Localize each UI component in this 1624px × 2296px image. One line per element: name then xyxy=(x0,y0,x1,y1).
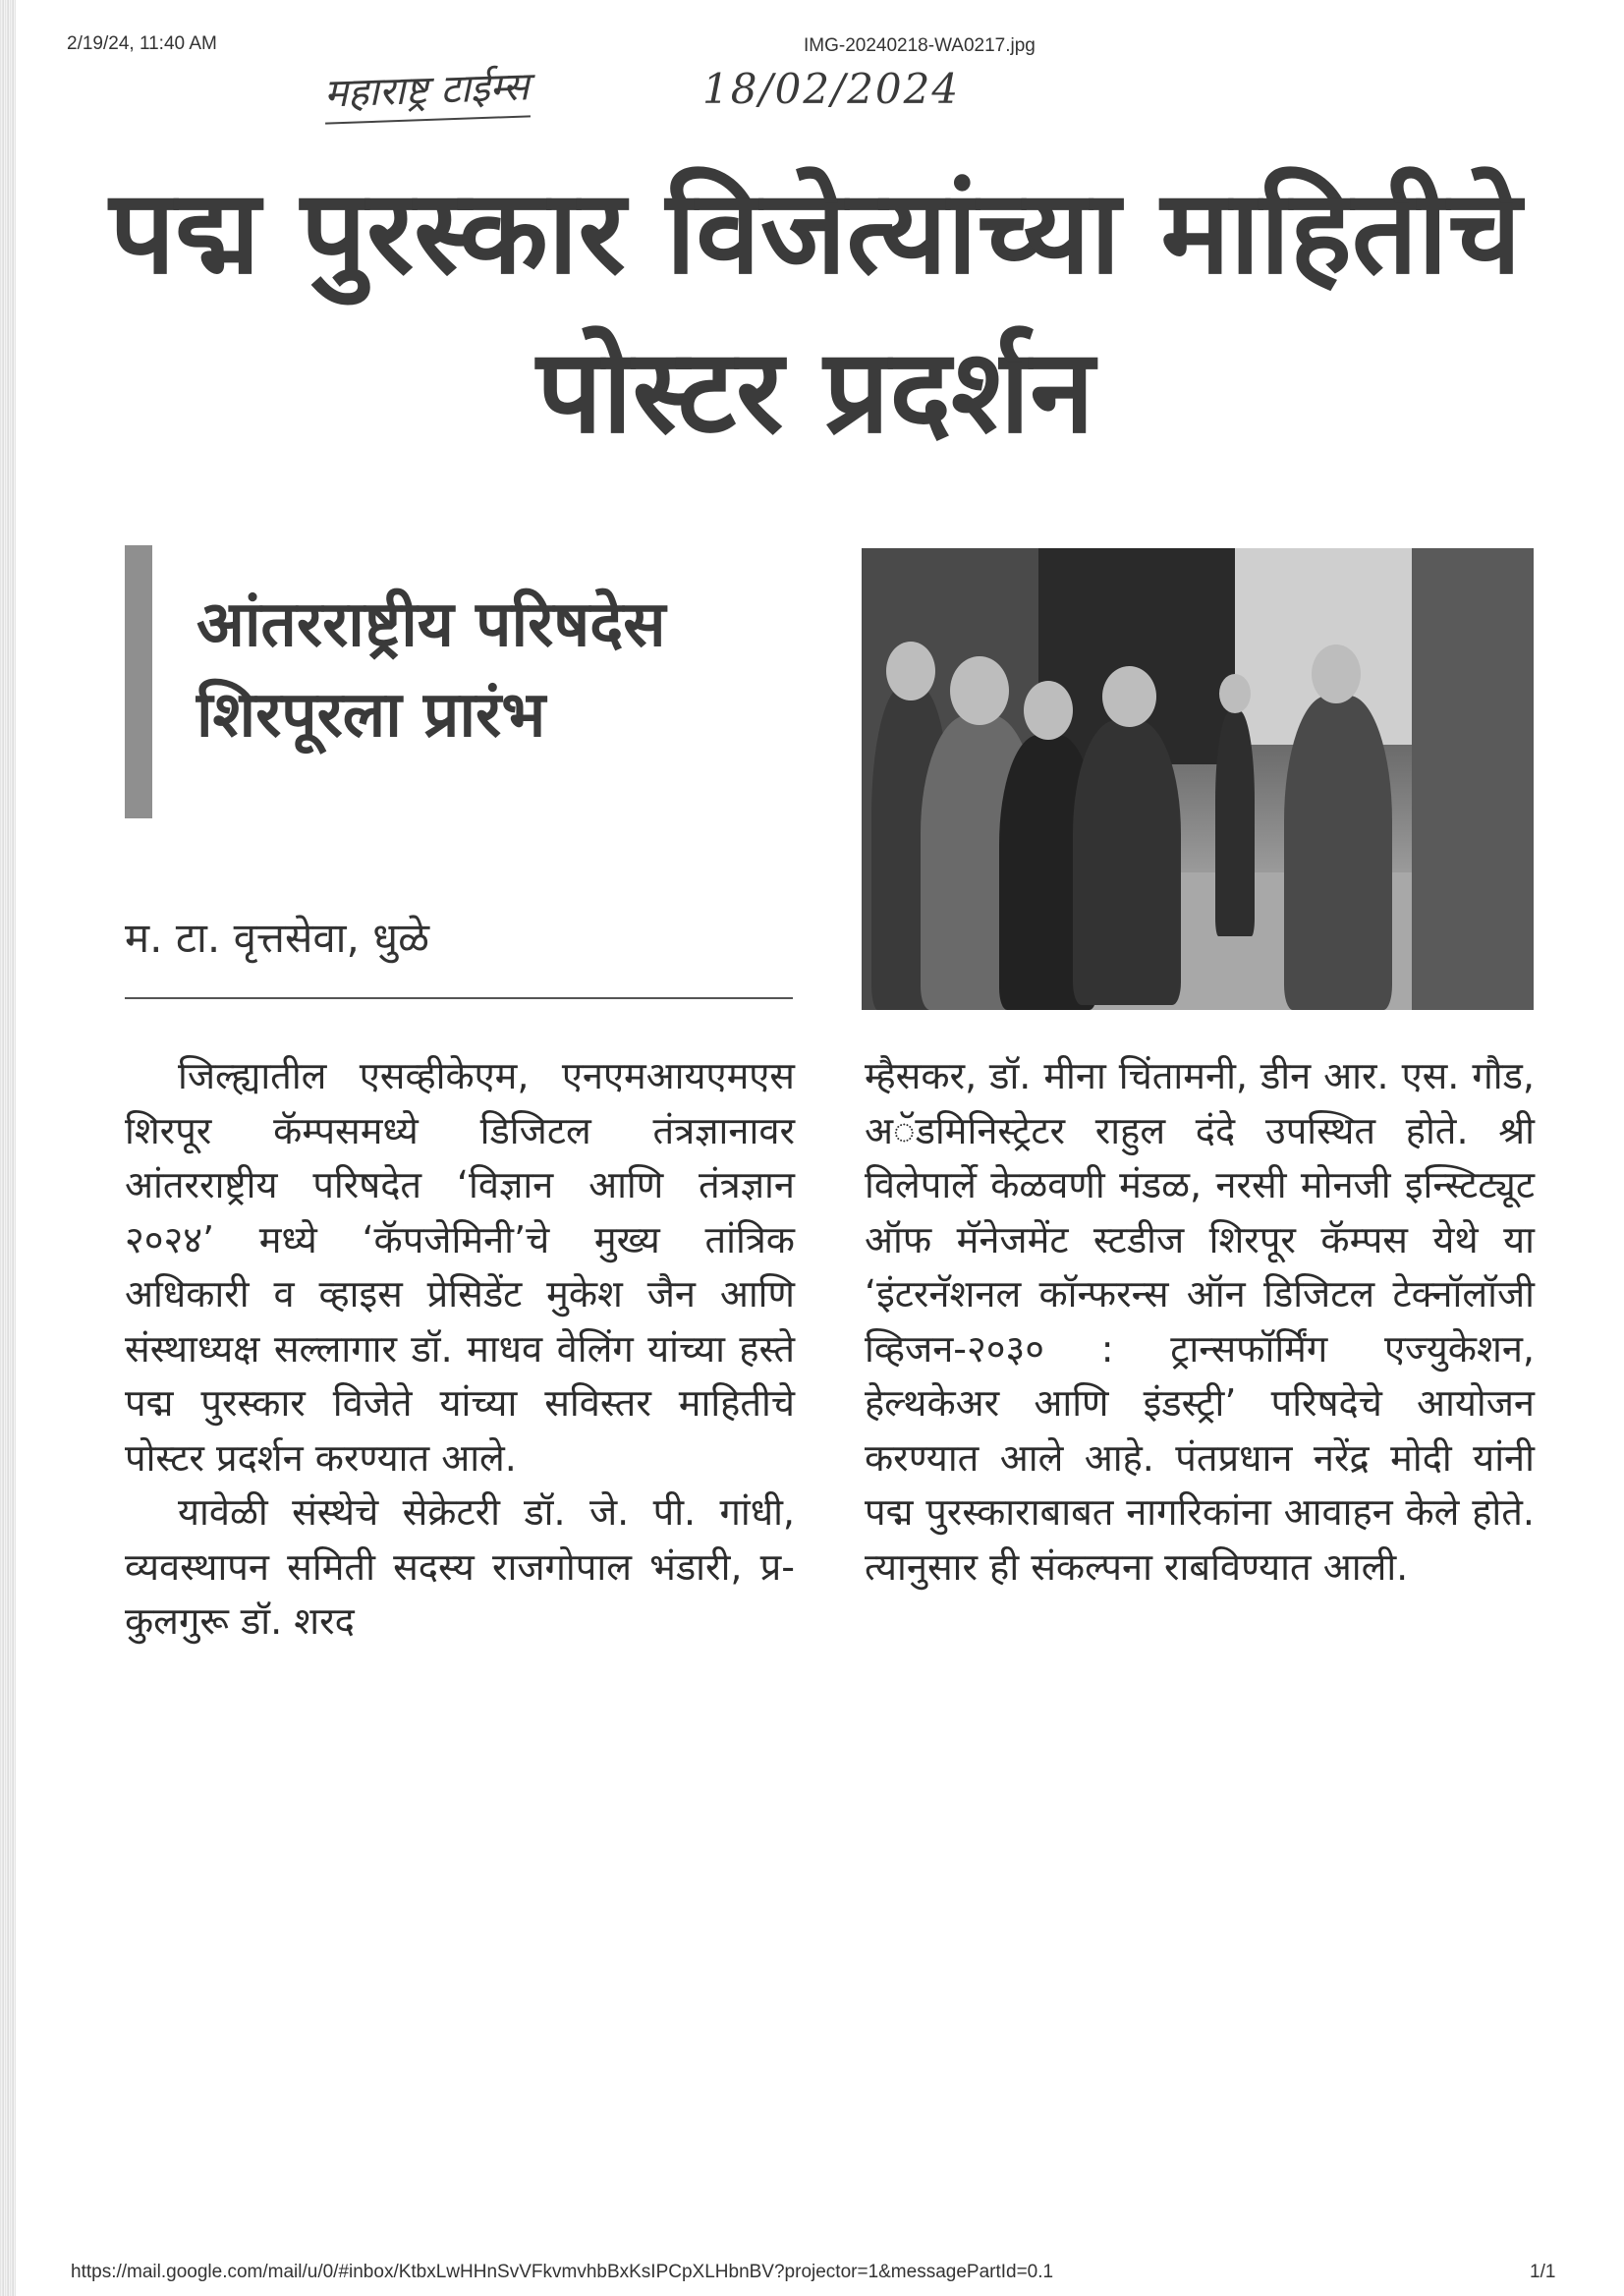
print-datetime: 2/19/24, 11:40 AM xyxy=(67,33,217,54)
article-paragraph: म्हैसकर, डॉ. मीना चिंतामनी, डीन आर. एस. गौड, अॅडमिनिस्ट्रेटर राहुल दंदे उपस्थित होते. श्री विलेपार्ले केळवणी मंडळ, नरसी मोनजी इन्स्टिट्यूट ऑफ मॅनेजमेंट स्टडीज शिरपूर कॅम्पस येथे या ‘इंटरनॅशनल कॉन्फरन्स ऑन डिजिटल टेक्नॉलॉजी व्हिजन-२०३० : ट्रान्सफॉर्मिंग एज्युकेशन, हेल्थकेअर आणि इंडस्ट्री’ परिषदेचे आयोजन करण्यात आले आहे. पंतप्रधान नरेंद्र मोदी यांनी पद्म पुरस्काराबाबत नागरिकांना आवाहन केले होते. त्यानुसार ही संकल्पना राबविण्यात आली. xyxy=(865,1054,1535,1589)
article-column-left xyxy=(125,1049,795,1650)
print-url: https://mail.google.com/mail/u/0/#inbox/KtbxLwHHnSvVFkvmvhbBxKsIPCpXLHbnBV?projector=1&messagePartId=0.1 xyxy=(71,2262,1054,2282)
article-paragraph: जिल्ह्यातील एसव्हीकेएम, एनएमआयएमएस शिरपूर कॅम्पसमध्ये डिजिटल तंत्रज्ञानावर आंतरराष्ट्रीय परिषदेत ‘विज्ञान आणि तंत्रज्ञान २०२४’ मध्ये ‘कॅपजेमिनी’चे मुख्य तांत्रिक अधिकारी व व्हाइस प्रेसिडेंट मुकेश जैन आणि संस्थाध्यक्ष सल्लागार डॉ. माधव वेलिंग यांच्या हस्ते पद्म पुरस्कार विजेते यांच्या सविस्तर माहितीचे पोस्टर प्रदर्शन करण्यात आले. xyxy=(125,1054,795,1480)
article-paragraph: यावेळी संस्थेचे सेक्रेटरी डॉ. जे. पी. गांधी, व्यवस्थापन समिती सदस्य राजगोपाल भंडारी, प्र-कुलगुरू डॉ. शरद xyxy=(125,1490,795,1643)
article-headline: पद्म पुरस्कार विजेत्यांच्या माहितीचे पोस्टर प्रदर्शन xyxy=(109,164,1522,459)
handwritten-date: 18/02/2024 xyxy=(702,65,961,113)
article-column-right xyxy=(865,1049,1535,1595)
poster-board xyxy=(1412,548,1534,1010)
scan-edge xyxy=(0,0,16,2296)
news-photo xyxy=(862,548,1534,1010)
print-page-number: 1/1 xyxy=(1530,2262,1556,2282)
byline-divider xyxy=(125,997,793,999)
handwritten-newspaper-name: महाराष्ट्र टाईम्स xyxy=(323,57,531,124)
print-filename: IMG-20240218-WA0217.jpg xyxy=(804,35,1036,56)
subhead-accent-bar xyxy=(125,545,152,818)
article-byline: म. टा. वृत्तसेवा, धुळे xyxy=(125,914,430,962)
article-subheadline: आंतरराष्ट्रीय परिषदेस शिरपूरला प्रारंभ xyxy=(196,588,666,752)
